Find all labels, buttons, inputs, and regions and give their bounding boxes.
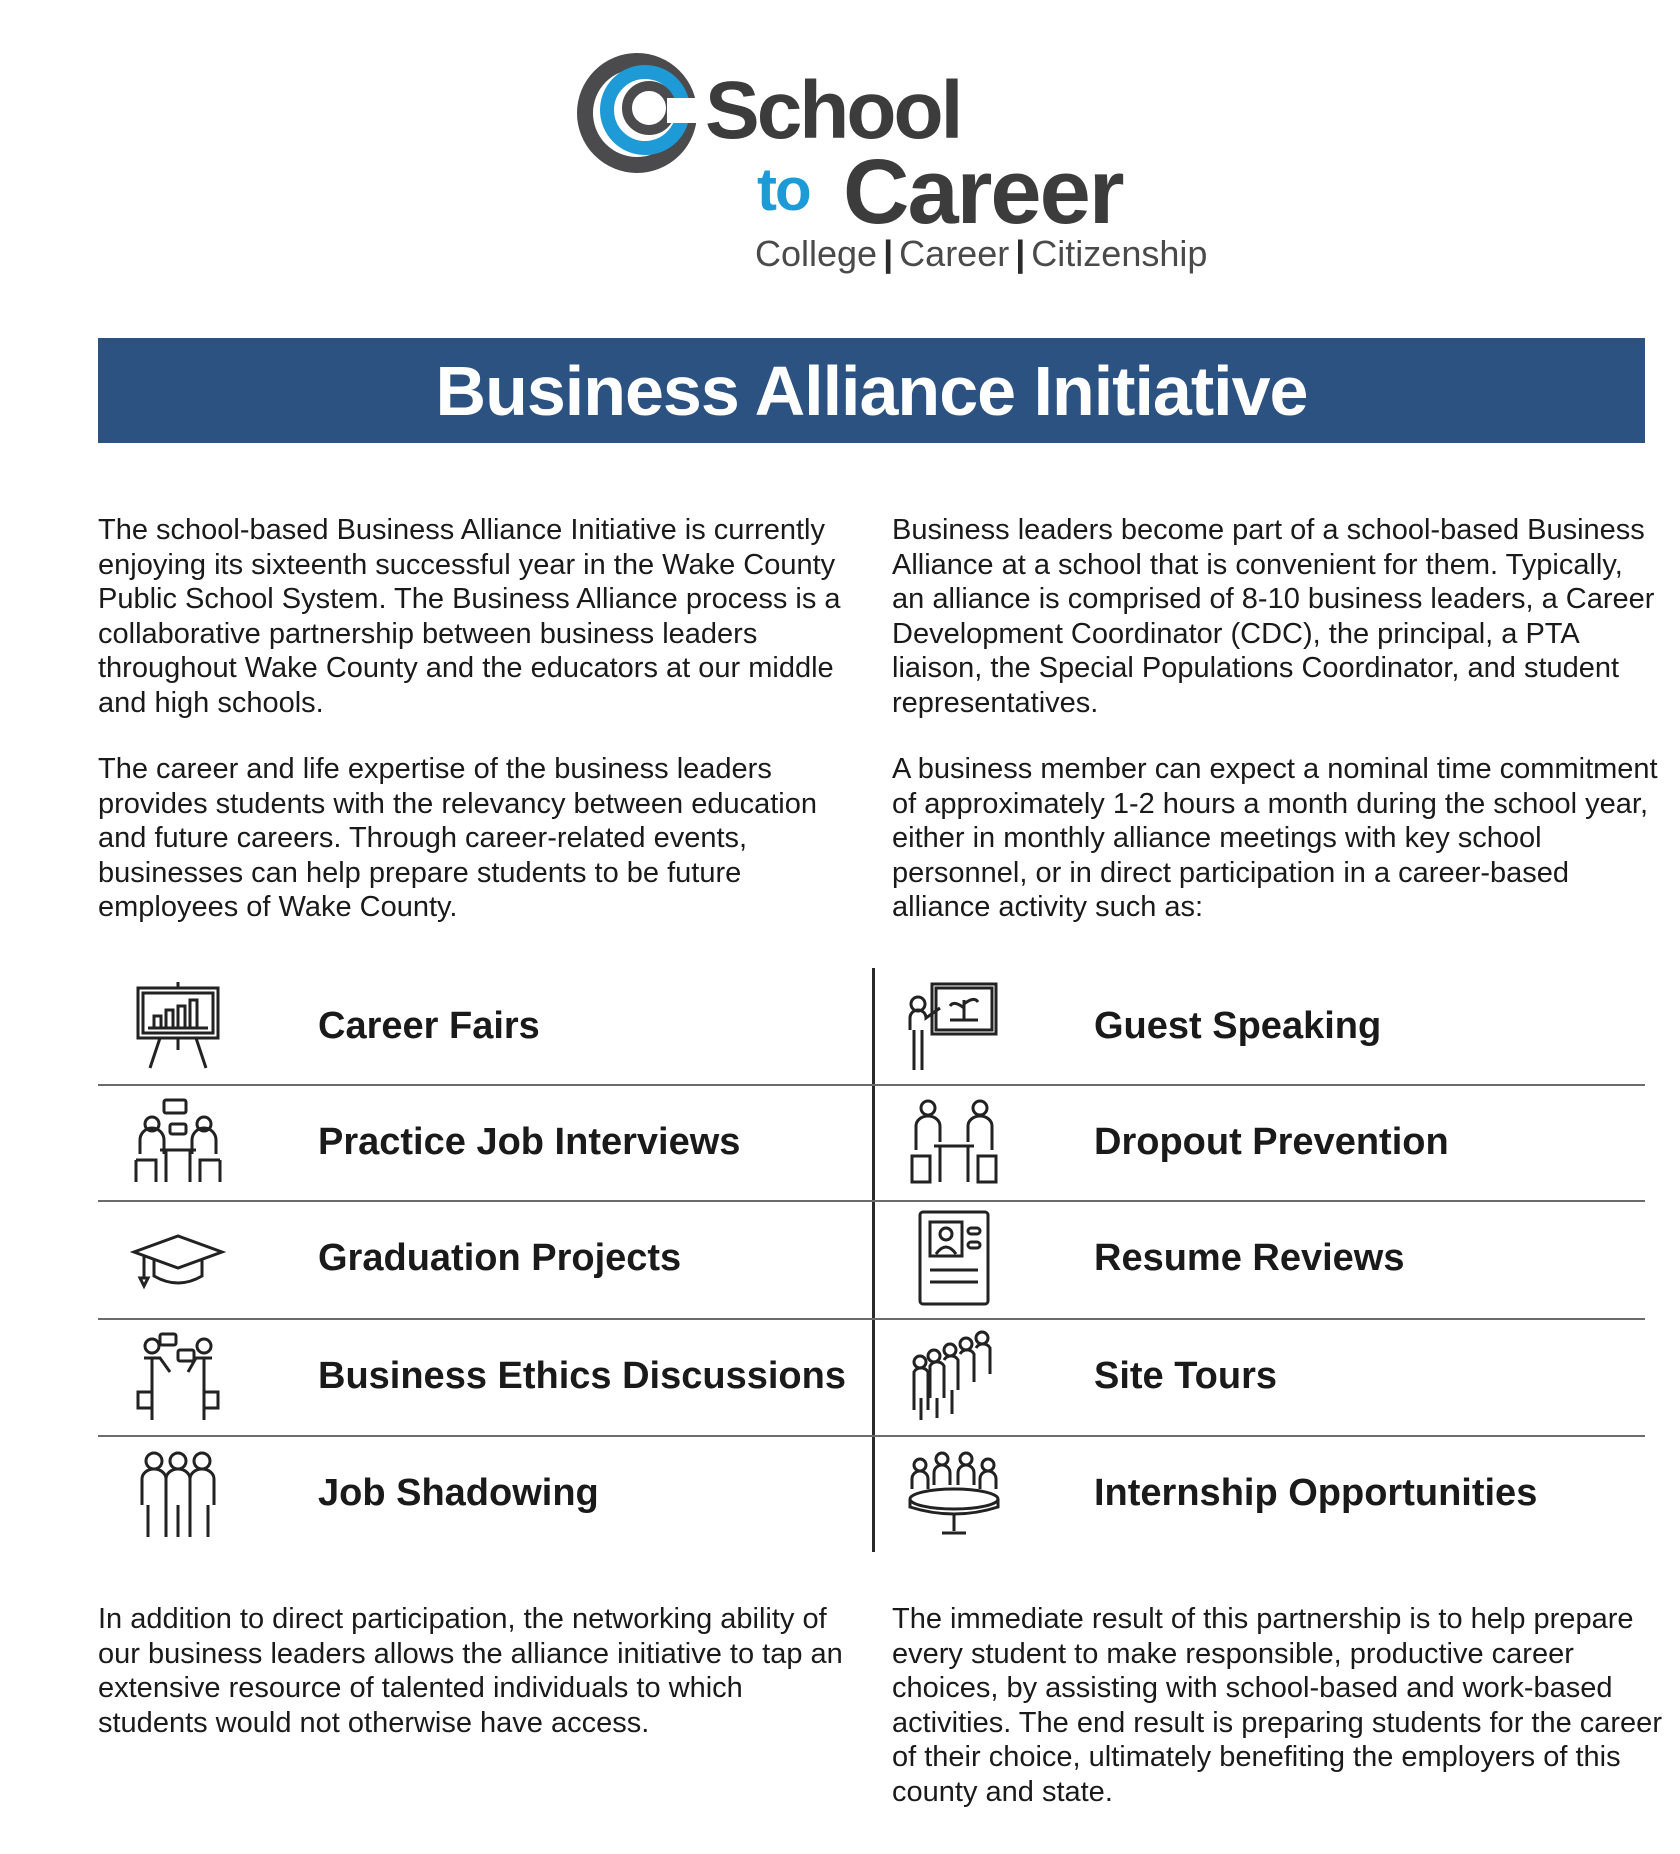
grid-divider — [98, 1200, 1645, 1202]
activity-label: Career Fairs — [318, 1004, 540, 1047]
activity-label: Business Ethics Discussions — [318, 1354, 846, 1397]
activities-grid — [98, 968, 1645, 1552]
activity-label: Job Shadowing — [318, 1471, 599, 1514]
logo-word-career: Career — [843, 141, 1123, 243]
tagline-college: College — [755, 233, 878, 274]
grid-divider-vertical — [872, 968, 875, 1552]
activity-label: Internship Opportunities — [1094, 1471, 1538, 1514]
activity-label: Dropout Prevention — [1094, 1120, 1449, 1163]
logo-word-school: School — [705, 65, 961, 156]
group-people-icon — [128, 1443, 228, 1543]
presentation-board-icon — [128, 976, 228, 1076]
logo-swirl-icon — [575, 48, 700, 178]
activity-label: Guest Speaking — [1094, 1004, 1382, 1047]
intro-right-paragraph-2: A business member can expect a nominal time commitment of approximately 1-2 hours a month during the school year, either in monthly alliance meetings with key school personnel, or in direct participation in a career-based alliance activity such as: — [892, 753, 1658, 923]
activity-label: Site Tours — [1094, 1354, 1277, 1397]
activity-dropout-prevention — [904, 1084, 1449, 1200]
meeting-table-icon — [904, 1092, 1004, 1192]
school-to-career-logo — [575, 48, 1208, 288]
graduation-cap-icon — [128, 1208, 228, 1308]
interview-icon — [128, 1092, 228, 1192]
grid-divider — [98, 1318, 1645, 1320]
activity-practice-job-interviews — [128, 1084, 741, 1200]
resume-icon — [904, 1208, 1004, 1308]
conference-table-icon — [904, 1443, 1004, 1543]
logo-word-to: to — [757, 156, 810, 223]
activity-label: Graduation Projects — [318, 1236, 682, 1279]
page-title: Business Alliance Initiative — [435, 351, 1308, 430]
tour-group-icon — [904, 1326, 1004, 1426]
closing-right-paragraph: The immediate result of this partnership is to help prepare every student to make responsible, productive career choices, by assisting with school-based and work-based activities. The end result is preparing students for the career of their choice, ultimately benefiting the employers of this county and state. — [892, 1603, 1662, 1808]
tagline-citizenship: Citizenship — [1031, 233, 1208, 274]
activity-job-shadowing — [128, 1435, 599, 1551]
activity-site-tours — [904, 1318, 1277, 1434]
intro-left-paragraph-1: The school-based Business Alliance Initiative is currently enjoying its sixteenth successful year in the Wake County Public School System. The Business Alliance process is a collaborative partnership between business leaders throughout Wake County and the educators at our middle and high schools. — [98, 514, 841, 719]
closing-left-paragraph: In addition to direct participation, the networking ability of our business leaders allows the alliance initiative to tap an extensive resource of talented individuals to which students would not otherwise have access. — [98, 1603, 843, 1739]
activity-resume-reviews — [904, 1200, 1405, 1316]
logo-tagline: College | Career | Citizenship — [755, 233, 1208, 274]
activity-label: Resume Reviews — [1094, 1236, 1405, 1279]
activity-guest-speaking — [904, 968, 1382, 1084]
intro-left-paragraph-2: The career and life expertise of the business leaders provides students with the relevancy between education and future careers. Through career-related events, businesses can help prepare students to be future employees of Wake County. — [98, 753, 817, 923]
page-title-banner — [98, 338, 1645, 443]
tagline-career: Career — [899, 233, 1010, 274]
grid-divider — [98, 1084, 1645, 1086]
activity-graduation-projects — [128, 1200, 682, 1316]
activity-label: Practice Job Interviews — [318, 1120, 741, 1163]
activity-career-fairs — [128, 968, 540, 1084]
grid-divider — [98, 1435, 1645, 1437]
activity-business-ethics-discussions — [128, 1318, 846, 1434]
activity-internship-opportunities — [904, 1435, 1538, 1551]
discussion-icon — [128, 1326, 228, 1426]
intro-right-paragraph-1: Business leaders become part of a school-based Business Alliance at a school that is convenient for them. Typically, an alliance is comprised of 8-10 business leaders, a Career Development Coordinator (CDC), the principal, a PTA liaison, the Special Populations Coordinator, and student representatives. — [892, 514, 1655, 719]
speaker-board-icon — [904, 976, 1004, 1076]
